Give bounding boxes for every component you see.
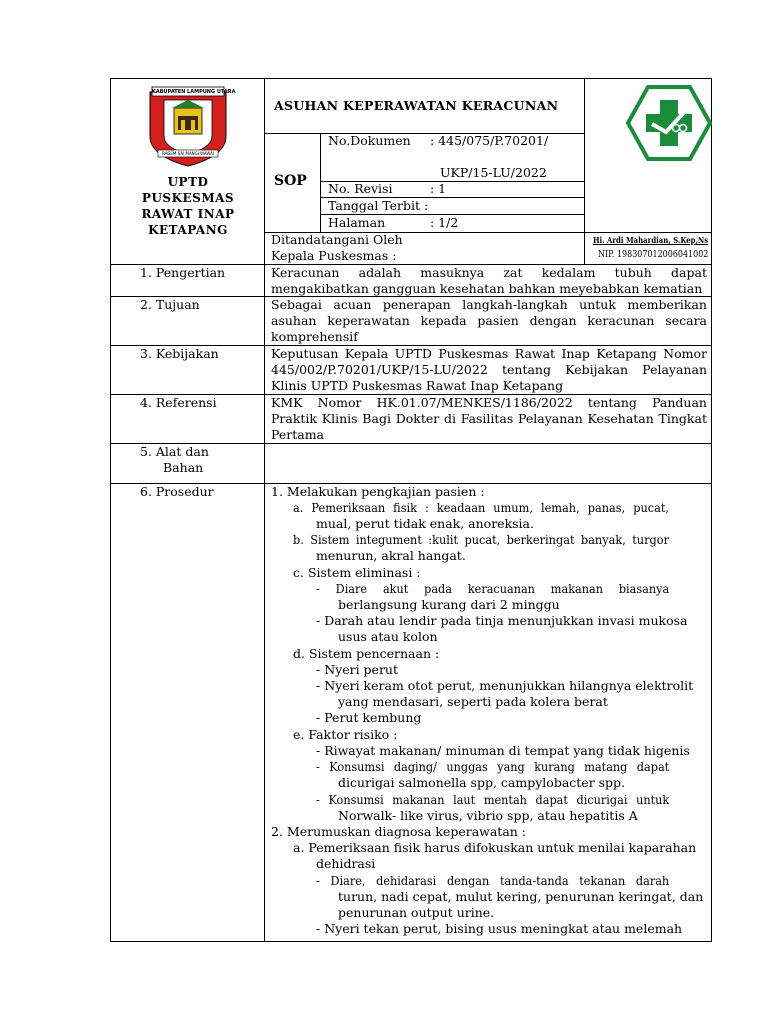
prosedur-line: - Diare akut pada keracuanan makanan biasanya <box>316 581 670 596</box>
prosedur-line: c. Sistem eliminasi : <box>293 565 421 580</box>
table-border-right <box>711 78 712 942</box>
section-label-referensi: 4. Referensi <box>140 395 217 410</box>
pengertian-line: mengakibatkan gangguan kesehatan bahkan meyebabkan kematian <box>271 281 703 296</box>
kebijakan-line: Keputusan Kepala UPTD Puskesmas Rawat Inap Ketapang Nomor <box>271 346 707 361</box>
column-divider-sign <box>584 232 585 264</box>
section-label-alat: 5. Alat dan <box>140 444 209 459</box>
referensi-line: Praktik Klinis Bagi Dokter di Fasilitas Pelayanan Kesehatan Tingkat <box>271 411 707 426</box>
prosedur-line: a. Pemeriksaan fisik harus difokuskan untuk menilai kaparahan <box>293 840 697 855</box>
prosedur-line: - Nyeri tekan perut, bising usus meningkat atau melemah <box>316 921 683 936</box>
pengertian-line: Keracunan adalah masuknya zat kedalam tubuh dapat <box>271 265 707 280</box>
prosedur-line: dehidrasi <box>316 856 376 871</box>
puskesmas-logo <box>626 84 712 162</box>
org-line-3: RAWAT INAP <box>141 207 235 221</box>
prosedur-line: usus atau kolon <box>338 629 438 644</box>
kebijakan-line: 445/002/P.70201/UKP/15-LU/2022 tentang Kebijakan Pelayanan <box>271 362 707 377</box>
no-dokumen-value-2: UKP/15-LU/2022 <box>440 165 547 180</box>
section-label-tujuan: 2. Tujuan <box>140 297 200 312</box>
signed-by-line-1: Ditandatangani Oleh <box>271 232 403 247</box>
logo-text-top: KABUPATEN LAMPUNG UTARA <box>152 89 236 95</box>
halaman-label: Halaman <box>328 215 386 230</box>
signatory-nip: NIP. 198307012006041002 <box>598 249 709 260</box>
org-line-1: UPTD <box>167 175 209 189</box>
prosedur-line: turun, nadi cepat, mulut kering, penurunan keringat, dan <box>338 889 704 904</box>
org-line-4: KETAPANG <box>148 223 228 237</box>
prosedur-step: 1. Melakukan pengkajian pasien : <box>271 484 485 499</box>
no-revisi-value: : 1 <box>430 181 447 196</box>
referensi-line: Pertama <box>271 427 325 442</box>
kebijakan-line: Klinis UPTD Puskesmas Rawat Inap Ketapang <box>271 378 564 393</box>
prosedur-line: - Perut kembung <box>316 710 422 725</box>
table-border-bottom <box>110 941 712 942</box>
prosedur-line: - Konsumsi daging/ unggas yang kurang matang dapat <box>316 759 670 774</box>
signed-by-line-2: Kepala Puskesmas : <box>271 248 397 263</box>
prosedur-line: - Diare, dehidarasi dengan tanda-tanda tekanan darah <box>316 873 670 888</box>
prosedur-line: dicurigai salmonella spp, campylobacter spp. <box>338 775 626 790</box>
tanggal-terbit-label: Tanggal Terbit : <box>328 198 429 213</box>
prosedur-line: b. Sistem integument :kulit pucat, berkeringat banyak, turgor <box>293 532 669 547</box>
table-border-top <box>110 78 712 79</box>
column-divider-main <box>264 78 265 942</box>
regency-logo <box>148 84 236 168</box>
prosedur-step: 2. Merumuskan diagnosa keperawatan : <box>271 824 527 839</box>
org-line-2: PUSKESMAS <box>141 191 235 205</box>
logo-text-bottom: RAGEM SAI MANGI WAWAI <box>161 151 215 156</box>
prosedur-line: Norwalk- like virus, vibrio spp, atau hepatitis A <box>338 808 638 823</box>
tujuan-line: Sebagai acuan penerapan langkah-langkah untuk memberikan <box>271 297 707 312</box>
prosedur-line: - Nyeri keram otot perut, menunjukkan hilangnya elektrolit <box>316 678 694 693</box>
prosedur-line: - Nyeri perut <box>316 662 398 677</box>
column-divider-sop <box>320 133 321 232</box>
tujuan-line: asuhan keperawatan kepada pasien dengan keracunan secara <box>271 313 707 328</box>
prosedur-line: penurunan output urine. <box>338 905 495 920</box>
prosedur-line: d. Sistem pencernaan : <box>293 646 440 661</box>
prosedur-line: berlangsung kurang dari 2 minggu <box>338 597 560 612</box>
section-label-kebijakan: 3. Kebijakan <box>140 346 219 361</box>
prosedur-line: - Konsumsi makanan laut mentah dapat dicurigai untuk <box>316 792 670 807</box>
prosedur-line: yang mendasari, seperti pada kolera berat <box>338 694 608 709</box>
prosedur-line: mual, perut tidak enak, anoreksia. <box>316 516 534 531</box>
prosedur-line: e. Faktor risiko : <box>293 727 398 742</box>
signatory-name: Hi. Ardi Mahardian, S.Kep,Ns <box>593 236 709 246</box>
referensi-line: KMK Nomor HK.01.07/MENKES/1186/2022 tentang Panduan <box>271 395 707 410</box>
sop-label: SOP <box>274 173 307 189</box>
no-dokumen-value-1: : 445/075/P.70201/ <box>430 133 549 148</box>
prosedur-line: - Darah atau lendir pada tinja menunjukkan invasi mukosa <box>316 613 688 628</box>
column-divider-logo <box>584 78 585 234</box>
prosedur-line: menurun, akral hangat. <box>316 548 466 563</box>
section-label-alat-2: Bahan <box>163 460 204 475</box>
no-dokumen-label: No.Dokumen <box>328 133 411 148</box>
table-border-left <box>110 78 111 942</box>
no-revisi-label: No. Revisi <box>328 181 393 196</box>
tujuan-line: komprehensif <box>271 329 358 344</box>
section-label-pengertian: 1. Pengertian <box>140 265 226 280</box>
prosedur-line: a. Pemeriksaan fisik : keadaan umum, lemah, panas, pucat, <box>293 500 669 515</box>
halaman-value: : 1/2 <box>430 215 459 230</box>
prosedur-line: - Riwayat makanan/ minuman di tempat yang tidak higenis <box>316 743 690 758</box>
document-title: ASUHAN KEPERAWATAN KERACUNAN <box>274 98 559 113</box>
section-label-prosedur: 6. Prosedur <box>140 484 214 499</box>
